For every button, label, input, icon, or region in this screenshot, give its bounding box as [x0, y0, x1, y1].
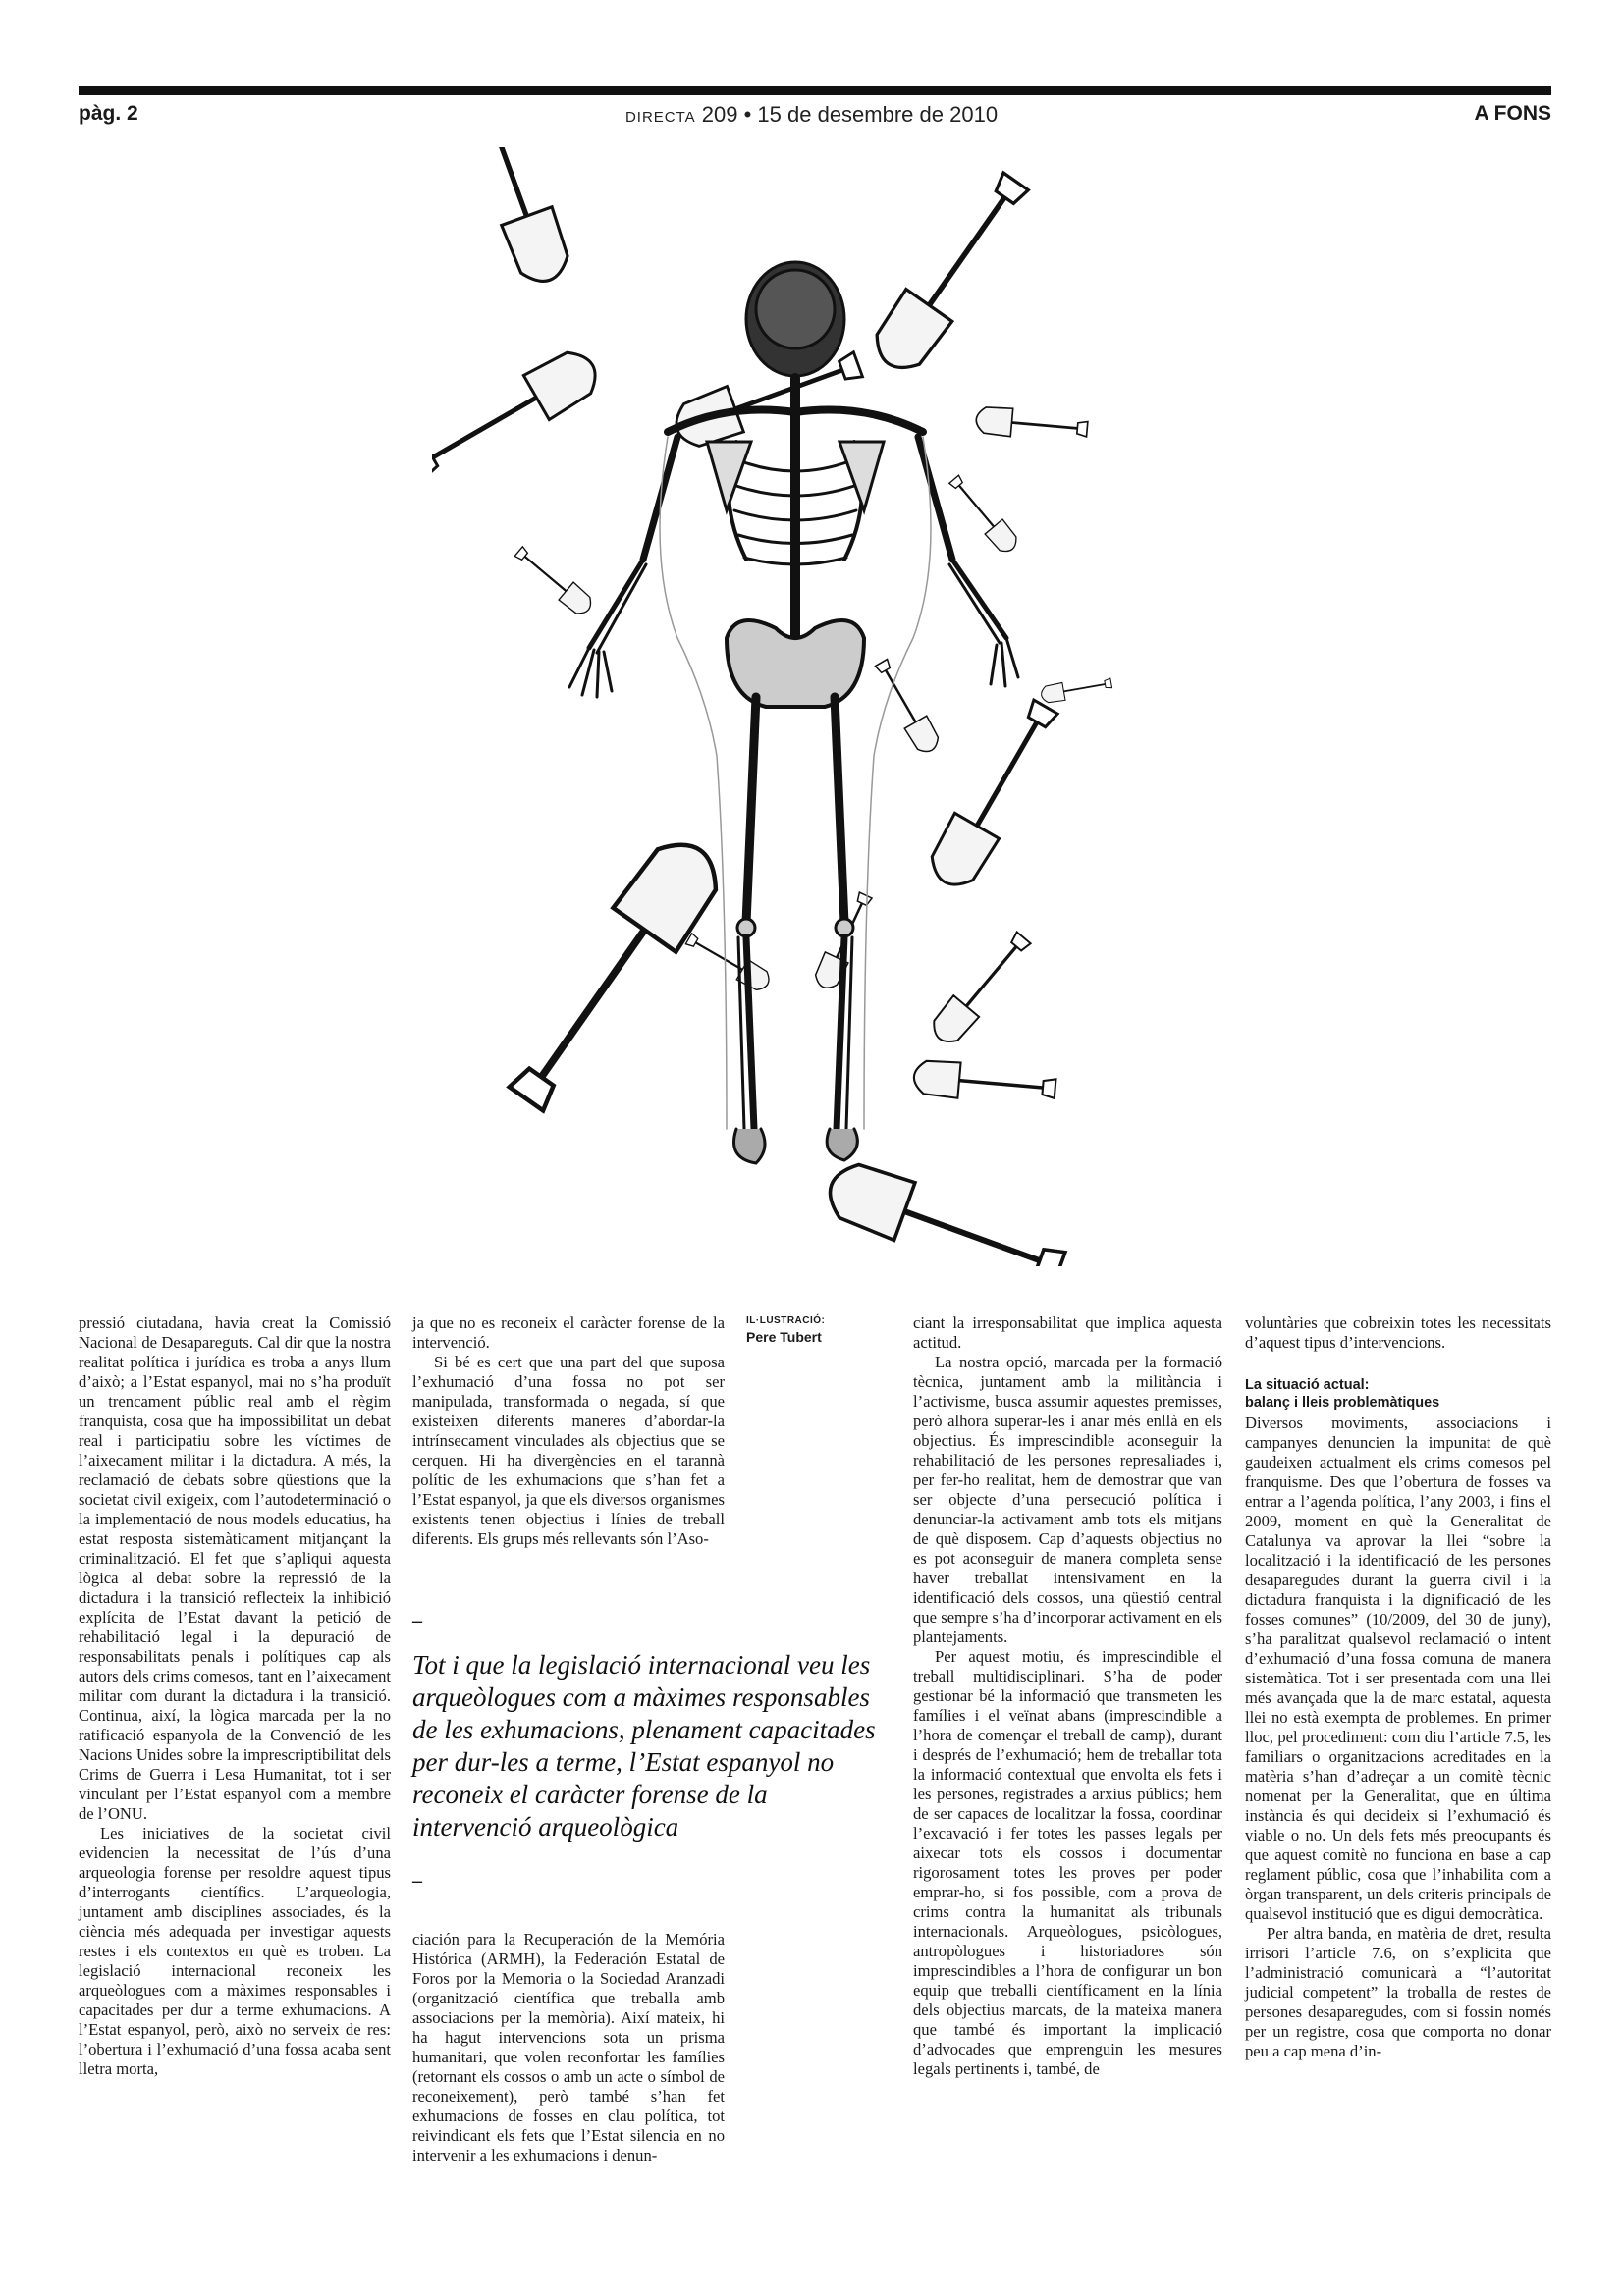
- illustration-credit: [746, 1313, 874, 1345]
- top-rule: [79, 86, 1551, 95]
- paragraph: Les iniciatives de la societat civil evidencien la necessitat de l’ús d’una arqueologia forense per resoldre aquest tipus d’interrogants científics. L’arqueologia, juntament amb disciplines associades, és la ciència més adequada per investigar aquests restes i els contextos en què es troben. La legislació internacional reconeix les arqueòlogues com a màximes responsables i capacitades per dur a terme exhumacions. A l’Estat espanyol, però, això no serveix de res: l’obertura i l’exhumació d’una fossa acaba sent lletra morta,: [79, 1824, 391, 2078]
- paragraph: La nostra opció, marcada per la formació tècnica, juntament amb la militància i l’activisme, busca assumir aquestes premisses, però alhora superar-les i anar més enllà en els objectius. És imprescindible aconseguir la rehabilitació de les persones represaliades i, per fer-ho realitat, hem de demostrar que van ser objecte d’una persecució política i denunciar-la activament amb tots els mitjans de què disposem. Cap d’aquests objectius no es pot aconseguir de manera completa sense haver treballat intensivament en la identificació dels cossos, una qüestió central que sempre s’ha d’incorporar activament en els plantejaments.: [913, 1353, 1222, 1646]
- paragraph: Per altra banda, en matèria de dret, resulta irrisori l’article 7.6, on s’explicita que l’administració comunicarà a “l’autoritat judicial competent” la troballa de restes de persones desaparegudes, com si fossin només per un registre, cosa que comporta no donar peu a cap mena d’in-: [1245, 1924, 1551, 2060]
- subheading-line-1: La situació actual:: [1245, 1377, 1370, 1393]
- paragraph: ja que no es reconeix el caràcter forense de la intervenció.: [412, 1313, 725, 1352]
- article-column-5: [1245, 1313, 1551, 2061]
- paragraph: ciant la irresponsabilitat que implica aquesta actitud.: [913, 1313, 1222, 1352]
- section-subheading: [1245, 1376, 1551, 1412]
- paragraph: Si bé es cert que una part del que suposa l’exhumació d’una fossa no pot ser manipulada, transformada o negada, sí que existeixen diferents maneres d’abordar-la intrínsecament vinculades als objectius que se cerquen. Hi ha divergències en el tarannà polític de les exhumacions que s’han fet a l’Estat espanyol, ja que els diversos organismes existents tenen objectius i línies de treball diferents. Els grups més rellevants són l’Aso-: [412, 1353, 725, 1548]
- article-column-2: [412, 1313, 725, 1549]
- section-name: A FONS: [1474, 102, 1551, 125]
- paragraph: pressió ciutadana, havia creat la Comissió Nacional de Desapareguts. Cal dir que la nostra realitat política i jurídica es troba a anys llum d’això; a l’Estat espanyol, mai no s’ha produït un trencament públic real amb el règim franquista, cosa que ha impossibilitat un debat real i participatiu sobre les víctimes de l’aixecament militar i la dictadura. A més, la reclamació de debats sobre qüestions que la societat civil exigeix, com l’autodeterminació o la implementació de nous models educatius, ha estat resposta sistemàticament mitjançant la criminalització. El fet que s’apliqui aquesta lògica al debat sobre la repressió de la dictadura i la transició reflecteix la inhibició explícita de l’Estat davant la petició de rehabilitació legal i la depuració de responsabilitats penals i polítiques cap als autors dels crims comesos, tant en l’aixecament militar com durant la dictadura i la transició. Continua, així, la lògica marcada per la no ratificació espanyola de la Convenció de les Nacions Unides sobre la imprescriptibilitat dels Crims de Guerra i Lesa Humanitat, tot i ser vinculant per l’Estat espanyol com a membre de l’ONU.: [79, 1313, 391, 1823]
- page-number: pàg. 2: [79, 102, 138, 125]
- skeleton-with-shovels-illustration: [432, 147, 1188, 1266]
- article-column-4: [913, 1313, 1222, 2079]
- article-column-1: [79, 1313, 391, 2079]
- paragraph: voluntàries que cobreixin totes les necessitats d’aquest tipus d’intervencions.: [1245, 1313, 1551, 1352]
- article-column-2-continued: [412, 1930, 725, 2165]
- paragraph: Diversos moviments, associacions i campanyes denuncien la impunitat de què gaudeixen actualment els crims comesos pel franquisme. Des que l’obertura de fosses va entrar a l’agenda política, l’any 2003, i fins el 2009, moment en què la Generalitat de Catalunya va aprovar la llei “sobre la localització i la identificació de les persones desaparegudes durant la guerra civil i la dictadura franquista i la dignificació de les fosses comunes” (10/2009, del 30 de juny), s’ha paralitzat qualsevol reclamació o intent d’exhumació d’una fossa comuna de manera sistemàtica. Tot i ser presentada com una llei més avançada que la de marc estatal, aquesta llei no està exempta de problemes. En primer lloc, pel procediment: com diu l’article 7.5, les familiars o organitzacions acreditades en la matèria s’han d’adreçar a un comitè tècnic nomenat per la Generalitat, que en última instància és qui decideix si l’exhumació és viable o no. Un dels fets més preocupants és que aquest comitè no funciona en base a cap reglament públic, cosa que l’inhabilita com a òrgan transparent, un dels criteris principals de qualsevol institució que es digui democràtica.: [1245, 1414, 1551, 1923]
- paragraph: ciación para la Recuperación de la Memória Histórica (ARMH), la Federación Estatal de Foros por la Memoria o la Sociedad Aranzadi (organització científica que treballa amb associacions per la memòria). Així mateix, hi ha hagut intervencions sota un prisma humanitari, que volen reconfortar les famílies (retornant els cossos o amb un acte o símbol de reconeixement), però també s’han fet exhumacions de fosses en clau política, tot reivindicant els fets que l’Estat silencia en no intervenir a les exhumacions i denun-: [412, 1930, 725, 2164]
- subheading-line-2: balanç i lleis problemàtiques: [1245, 1395, 1440, 1411]
- pullquote-dash-top: –: [412, 1610, 422, 1631]
- credit-label: IL·LUSTRACIÓ:: [746, 1315, 826, 1326]
- pullquote-dash-bottom: –: [412, 1870, 422, 1892]
- credit-name: Pere Tubert: [746, 1329, 822, 1345]
- publication-header: [0, 102, 1623, 128]
- pullquote: Tot i que la legislació internacional veu les arqueòlogues com a màximes responsables de les exhumacions, plenament capacitades per dur-les a terme, l’Estat espanyol no reconeix el caràcter forense de la intervenció arqueològica: [412, 1650, 876, 1842]
- publication-name: DIRECTA: [624, 109, 696, 126]
- paragraph: Per aquest motiu, és imprescindible el treball multidisciplinari. S’ha de poder gestionar bé la informació que transmeten les famílies i el veïnat abans (imprescindible a l’hora de començar el treball de camp), durant i després de l’exhumació; hem de treballar tota la informació contextual que envolta els fets i les persones, registrades a arxius públics; hem de ser capaces de localitzar la fossa, coordinar l’excavació i fer totes les passes legals per aixecar tots els cossos i documentar rigorosament totes les proves per poder emprar-ho, si fos possible, com a prova de crims contra la humanitat als tribunals internacionals. Arqueòlogues, psicòlogues, antropòlogues i historiadores són imprescindibles a l’hora de configurar un bon equip que treballi científicament en la línia dels objectius marcats, de la mateixa manera que també és important la implicació d’advocades que emprenguin les mesures legals pertinents i, també, de: [913, 1647, 1222, 2078]
- issue-date: 209 • 15 de desembre de 2010: [695, 102, 999, 127]
